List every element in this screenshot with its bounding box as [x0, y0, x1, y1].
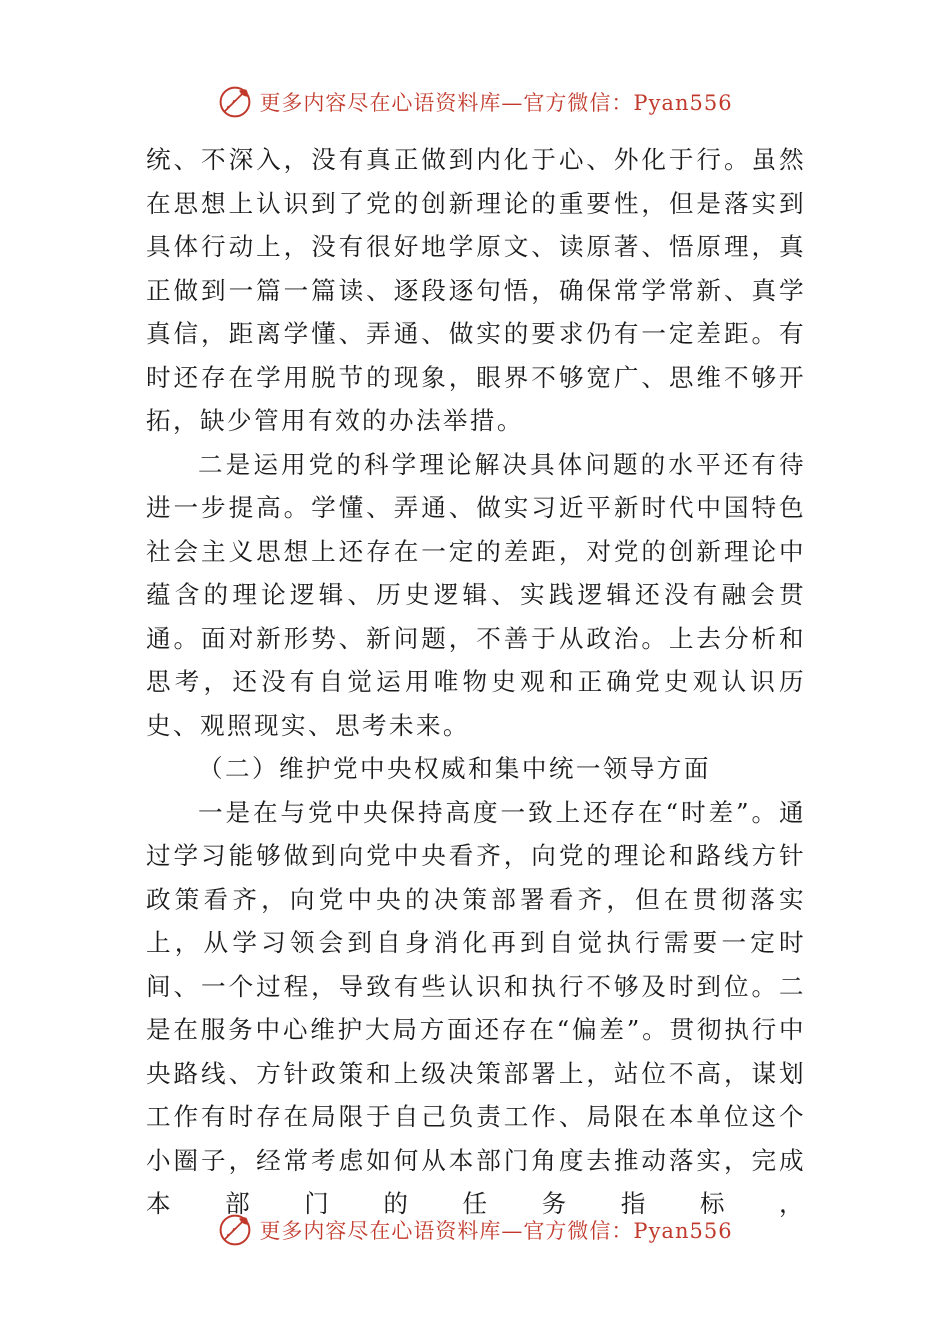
- quill-pen-logo-icon: [217, 84, 253, 120]
- paragraph-continuation: 统、不深入，没有真正做到内化于心、外化于行。虽然在思想上认识到了党的创新理论的重要性，但是落实到具体行动上，没有很好地学原文、读原著、悟原理，真正做到一篇一篇读、逐段逐句悟，确保常学常新、真学真信，距离学懂、弄通、做实的要求仍有一定差距。有时还存在学用脱节的现象，眼界不够宽广、思维不够开拓，缺少管用有效的办法举措。: [146, 145, 806, 435]
- watermark-header: [0, 82, 950, 122]
- paragraph-section-two-body: 一是在与党中央保持高度一致上还存在“时差”。通过学习能够做到向党中央看齐，向党的理论和路线方针政策看齐，向党中央的决策部署看齐，但在贯彻落实上，从学习领会到自身消化再到自觉执行需要一定时间、一个过程，导致有些认识和执行不够及时到位。二是在服务中心维护大局方面还存在“偏差”。贯彻执行中央路线、方针政策和上级决策部署上，站位不高，谋划工作有时存在局限于自己负责工作、局限在本单位这个小圈子，经常考虑如何从本部门角度去推动落实，完成本部门的任务指标，: [146, 797, 806, 1218]
- watermark-text: 更多内容尽在心语资料库—官方微信：Pyan556: [259, 1219, 733, 1243]
- watermark-footer: [0, 1210, 950, 1250]
- document-body: [146, 138, 806, 1226]
- watermark-text: 更多内容尽在心语资料库—官方微信：Pyan556: [259, 91, 733, 115]
- paragraph-point-two: 二是运用党的科学理论解决具体问题的水平还有待进一步提高。学懂、弄通、做实习近平新时代中国特色社会主义思想上还存在一定的差距，对党的创新理论中蕴含的理论逻辑、历史逻辑、实践逻辑还没有融会贯通。面对新形势、新问题，不善于从政治。上去分析和思考，还没有自觉运用唯物史观和正确党史观认识历史、观照现实、思考未来。: [146, 449, 806, 740]
- section-heading: （二）维护党中央权威和集中统一领导方面: [198, 754, 711, 783]
- quill-pen-logo-icon: [217, 1212, 253, 1248]
